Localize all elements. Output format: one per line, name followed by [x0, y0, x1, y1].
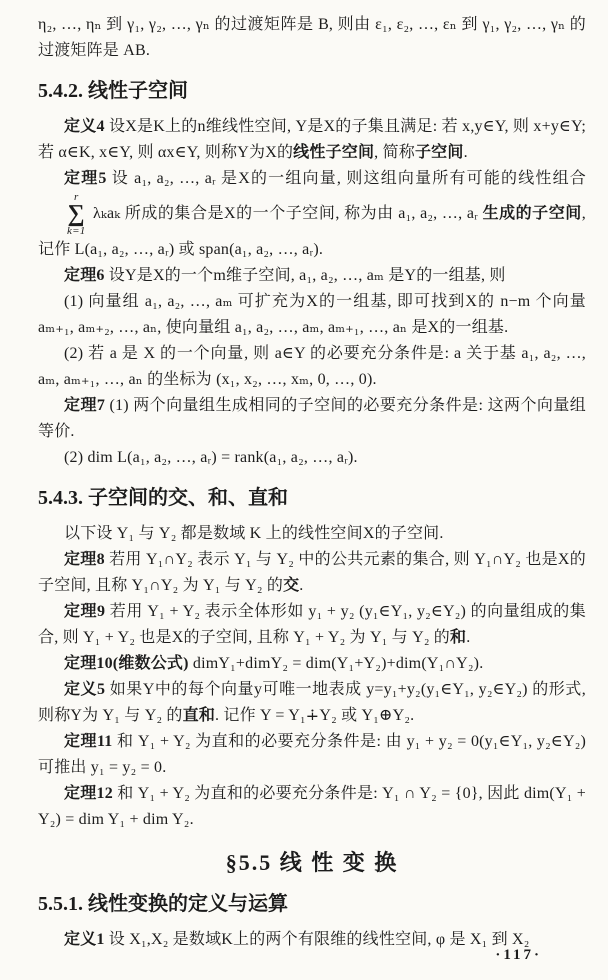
- heading-5-5-1: 5.5.1. 线性变换的定义与运算: [38, 892, 288, 915]
- bold-text-segment: 定理5: [64, 170, 107, 187]
- paragraph-subspace-setup: [38, 521, 586, 547]
- paragraph-theorem-6: [38, 263, 586, 289]
- text-segment: (2) 若 a 是 X 的一个向量, 则 a∈Y 的必要充分条件是: a 关于基 a₁, a₂, …, aₘ, aₘ₊₁, …, aₙ 的坐标为 (x₁, x₂, …, xₘ, 0, …, 0).: [38, 344, 586, 388]
- bold-text-segment: 定义5: [64, 680, 106, 698]
- bold-text-segment: 交: [283, 576, 300, 594]
- bold-text-segment: 和: [450, 628, 467, 646]
- bold-text-segment: 定理11: [64, 732, 113, 750]
- summation-bottom: k=1: [67, 224, 86, 237]
- text-segment: 若用 Y₁∩Y₂ 表示 Y₁ 与 Y₂ 中的公共元素的集合, 则 Y₁∩Y₂ 也是X的子空间, 且称 Y₁∩Y₂ 为 Y₁ 与 Y₂ 的: [38, 550, 586, 594]
- bold-text-segment: 定理7: [64, 396, 106, 414]
- text-segment: .: [463, 144, 468, 161]
- text-segment: , 简称: [374, 144, 415, 161]
- text-segment: 和 Y₁ + Y₂ 为直和的必要充分条件是: 由 y₁ + y₂ = 0(y₁∈Y₁, y₂∈Y₂) 可推出 y₁ = y₂ = 0.: [38, 732, 587, 776]
- bold-text-segment: 定义4: [64, 118, 105, 135]
- text-segment: .: [466, 628, 471, 646]
- paragraph-theorem-8: [38, 547, 586, 599]
- text-segment: 设X是K上的n维线性空间, Y是X的子集且满足: 若 x,y∈Y, 则 x+y∈Y; 若 α∈K, x∈Y, 则 αx∈Y, 则称Y为X的: [38, 118, 587, 161]
- text-segment: 如果Y中的每个向量y可唯一地表成 y=y₁+y₂(y₁∈Y₁, y₂∈Y₂) 的形式, 则称Y为 Y₁ 与 Y₂ 的: [38, 680, 586, 724]
- text-segment: η₂, …, ηₙ 到 γ₁, γ₂, …, γₙ 的过渡矩阵是 B, 则由 ε₁, ε₂, …, εₙ 到 γ₁, γ₂, …, γₙ 的过渡矩阵是 AB.: [38, 16, 586, 59]
- bold-text-segment: 线性子空间: [293, 144, 375, 161]
- page-number: ·117·: [495, 947, 542, 963]
- bold-text-segment: 子空间: [414, 144, 464, 161]
- bold-text-segment: 定义1: [64, 930, 105, 948]
- text-segment: , 记作 L(a₁, a₂, …, aᵣ) 或 span(a₁, a₂, …, aᵣ).: [38, 205, 586, 258]
- bold-text-segment: 定理10(维数公式): [64, 654, 189, 672]
- summation-symbol: [38, 192, 88, 237]
- paragraph-definition-4: [38, 114, 586, 166]
- summation-sym: ∑: [67, 201, 85, 227]
- text-segment: 以下设 Y₁ 与 Y₂ 都是数域 K 上的线性空间X的子空间.: [64, 524, 444, 542]
- text-segment: (1) 向量组 a₁, a₂, …, aₘ 可扩充为X的一组基, 即可找到X的 n−m 个向量 aₘ₊₁, aₘ₊₂, …, aₙ, 使向量组 a₁, a₂, …, aₘ, aₘ₊₁, …, aₙ 是X的一组基.: [38, 292, 586, 336]
- heading-5-5: §5.5 线 性 变 换: [225, 849, 399, 875]
- text-segment: 和 Y₁ + Y₂ 为直和的必要充分条件是: Y₁ ∩ Y₂ = {0}, 因此 dim(Y₁ + Y₂) = dim Y₁ + dim Y₂.: [38, 784, 586, 828]
- paragraph-theorem-7: [38, 393, 586, 445]
- text-segment: . 记作 Y = Y₁∔Y₂ 或 Y₁⊕Y₂.: [215, 706, 415, 724]
- summation-top: r: [73, 191, 79, 203]
- text-segment: (2) dim L(a₁, a₂, …, aᵣ) = rank(a₁, a₂, …, aᵣ).: [64, 448, 358, 466]
- paragraph-theorem-9: [38, 599, 586, 651]
- text-segment: 设Y是X的一个m维子空间, a₁, a₂, …, aₘ 是Y的一组基, 则: [104, 266, 506, 284]
- bold-text-segment: 生成的子空间: [482, 205, 582, 223]
- paragraph-theorem-6-item-1: [38, 289, 586, 341]
- text-segment: 设 a₁, a₂, …, aᵣ 是X的一组向量, 则这组向量所有可能的线性组合: [106, 170, 586, 187]
- bold-text-segment: 定理9: [64, 602, 106, 620]
- text-segment: dimY₁+dimY₂ = dim(Y₁+Y₂)+dim(Y₁∩Y₂).: [188, 654, 484, 672]
- document-body: [38, 12, 586, 953]
- text-segment: λₖaₖ 所成的集合是X的一个子空间, 称为由 a₁, a₂, …, aᵣ: [88, 205, 483, 223]
- paragraph-theorem-5: [38, 166, 586, 263]
- paragraph-definition-5: [38, 677, 586, 729]
- paragraph-theorem-6-item-2: [38, 341, 586, 393]
- paragraph-theorem-11: [38, 729, 586, 781]
- paragraph-transition-matrix-continued: [38, 12, 586, 64]
- bold-text-segment: 定理8: [64, 550, 105, 568]
- paragraph-theorem-7-item-2: [38, 445, 586, 471]
- bold-text-segment: 直和: [182, 706, 216, 724]
- heading-5-4-2: 5.4.2. 线性子空间: [38, 80, 188, 102]
- text-segment: (1) 两个向量组生成相同的子空间的必要充分条件是: 这两个向量组等价.: [38, 396, 586, 440]
- text-segment: .: [299, 576, 304, 594]
- paragraph-theorem-12: [38, 781, 586, 833]
- text-segment: 设 X₁,X₂ 是数域K上的两个有限维的线性空间, φ 是 X₁ 到 X₂: [104, 930, 530, 948]
- text-segment: 若用 Y₁ + Y₂ 表示全体形如 y₁ + y₂ (y₁∈Y₁, y₂∈Y₂) 的向量组成的集合, 则 Y₁ + Y₂ 也是X的子空间, 且称 Y₁ + Y₂ 为 Y₁ 与 Y₂ 的: [38, 602, 586, 646]
- bold-text-segment: 定理12: [64, 784, 113, 802]
- heading-5-4-3: 5.4.3. 子空间的交、和、直和: [38, 486, 288, 509]
- paragraph-theorem-10: [38, 651, 586, 677]
- bold-text-segment: 定理6: [64, 266, 105, 284]
